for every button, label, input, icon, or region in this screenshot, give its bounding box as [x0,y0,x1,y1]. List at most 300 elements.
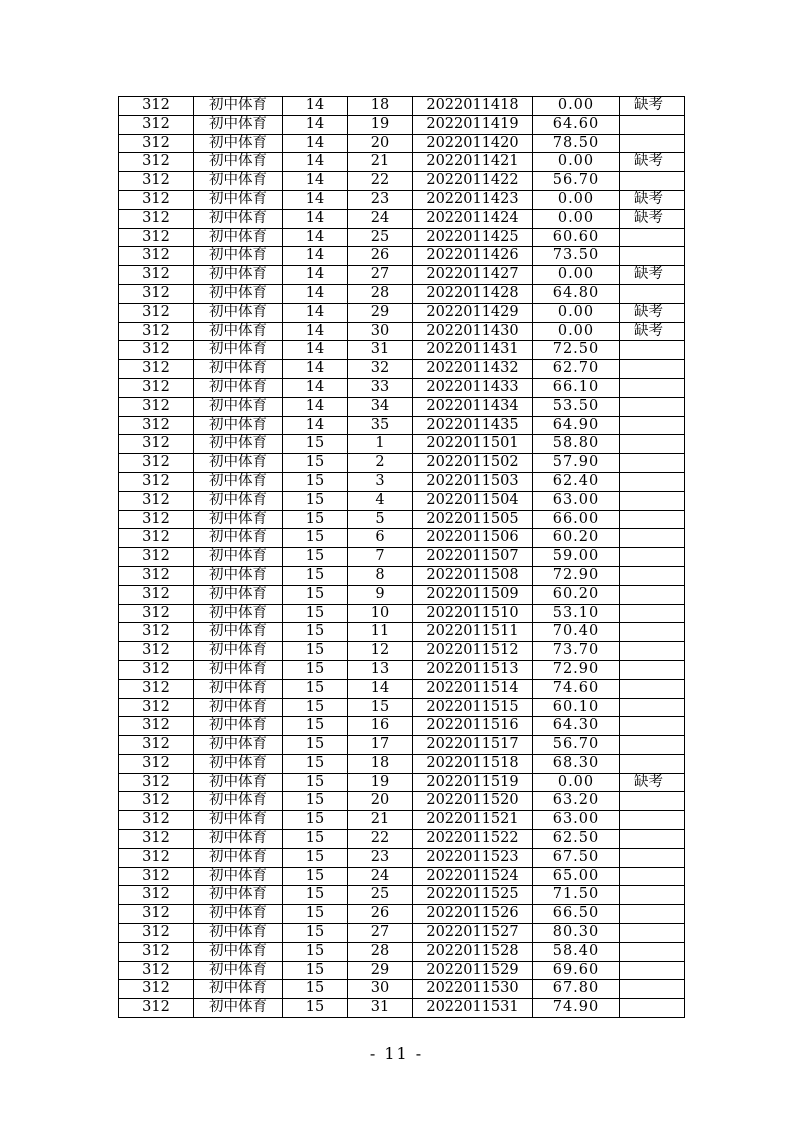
remark-cell [620,736,685,755]
remark-cell [620,999,685,1018]
room-cell: 15 [283,942,348,961]
room-cell: 14 [283,266,348,285]
position-code-cell: 312 [119,604,194,623]
table-row [119,266,685,285]
seat-cell: 21 [348,811,413,830]
subject-cell: 初中体育 [194,642,283,661]
seat-cell: 4 [348,491,413,510]
remark-cell: 缺考 [620,97,685,116]
position-code-cell: 312 [119,999,194,1018]
score-cell: 80.30 [533,924,620,943]
table-row [119,228,685,247]
table-row [119,97,685,116]
table-row [119,924,685,943]
exam-number-cell: 2022011519 [413,773,533,792]
score-cell: 62.50 [533,830,620,849]
table-row [119,190,685,209]
position-code-cell: 312 [119,736,194,755]
exam-number-cell: 2022011431 [413,341,533,360]
exam-number-cell: 2022011513 [413,660,533,679]
room-cell: 15 [283,472,348,491]
remark-cell [620,698,685,717]
remark-cell [620,491,685,510]
score-cell: 62.40 [533,472,620,491]
score-cell: 66.10 [533,378,620,397]
exam-number-cell: 2022011422 [413,172,533,191]
position-code-cell: 312 [119,341,194,360]
subject-cell: 初中体育 [194,97,283,116]
position-code-cell: 312 [119,397,194,416]
table-row [119,642,685,661]
exam-number-cell: 2022011515 [413,698,533,717]
score-cell: 72.90 [533,566,620,585]
table-row [119,284,685,303]
score-cell: 68.30 [533,754,620,773]
remark-cell [620,529,685,548]
subject-cell: 初中体育 [194,679,283,698]
subject-cell: 初中体育 [194,848,283,867]
room-cell: 14 [283,397,348,416]
position-code-cell: 312 [119,472,194,491]
subject-cell: 初中体育 [194,284,283,303]
remark-cell [620,247,685,266]
score-cell: 0.00 [533,266,620,285]
exam-number-cell: 2022011506 [413,529,533,548]
subject-cell: 初中体育 [194,472,283,491]
seat-cell: 1 [348,435,413,454]
remark-cell [620,754,685,773]
subject-cell: 初中体育 [194,397,283,416]
seat-cell: 29 [348,303,413,322]
seat-cell: 2 [348,454,413,473]
subject-cell: 初中体育 [194,942,283,961]
position-code-cell: 312 [119,905,194,924]
seat-cell: 24 [348,209,413,228]
remark-cell [620,961,685,980]
seat-cell: 27 [348,924,413,943]
seat-cell: 24 [348,867,413,886]
score-cell: 63.00 [533,491,620,510]
exam-number-cell: 2022011528 [413,942,533,961]
remark-cell [620,454,685,473]
remark-cell [620,623,685,642]
subject-cell: 初中体育 [194,510,283,529]
score-cell: 0.00 [533,190,620,209]
exam-number-cell: 2022011523 [413,848,533,867]
exam-number-cell: 2022011424 [413,209,533,228]
subject-cell: 初中体育 [194,754,283,773]
seat-cell: 15 [348,698,413,717]
exam-number-cell: 2022011421 [413,153,533,172]
table-row [119,830,685,849]
position-code-cell: 312 [119,378,194,397]
subject-cell: 初中体育 [194,491,283,510]
score-cell: 56.70 [533,172,620,191]
remark-cell [620,510,685,529]
subject-cell: 初中体育 [194,867,283,886]
table-row [119,303,685,322]
exam-number-cell: 2022011514 [413,679,533,698]
table-row [119,134,685,153]
table-row [119,247,685,266]
score-cell: 0.00 [533,773,620,792]
room-cell: 15 [283,961,348,980]
exam-number-cell: 2022011435 [413,416,533,435]
subject-cell: 初中体育 [194,585,283,604]
subject-cell: 初中体育 [194,416,283,435]
exam-number-cell: 2022011434 [413,397,533,416]
room-cell: 15 [283,830,348,849]
subject-cell: 初中体育 [194,792,283,811]
seat-cell: 27 [348,266,413,285]
table-row [119,397,685,416]
remark-cell [620,642,685,661]
table-row [119,115,685,134]
score-cell: 74.90 [533,999,620,1018]
table-row [119,623,685,642]
position-code-cell: 312 [119,115,194,134]
subject-cell: 初中体育 [194,454,283,473]
position-code-cell: 312 [119,454,194,473]
exam-number-cell: 2022011530 [413,980,533,999]
room-cell: 15 [283,886,348,905]
exam-number-cell: 2022011529 [413,961,533,980]
seat-cell: 21 [348,153,413,172]
table-row [119,378,685,397]
score-cell: 70.40 [533,623,620,642]
position-code-cell: 312 [119,134,194,153]
room-cell: 15 [283,454,348,473]
room-cell: 15 [283,435,348,454]
position-code-cell: 312 [119,924,194,943]
exam-number-cell: 2022011504 [413,491,533,510]
seat-cell: 25 [348,228,413,247]
score-cell: 66.00 [533,510,620,529]
subject-cell: 初中体育 [194,736,283,755]
remark-cell: 缺考 [620,303,685,322]
subject-cell: 初中体育 [194,566,283,585]
exam-number-cell: 2022011505 [413,510,533,529]
score-cell: 60.60 [533,228,620,247]
position-code-cell: 312 [119,284,194,303]
subject-cell: 初中体育 [194,830,283,849]
subject-cell: 初中体育 [194,623,283,642]
remark-cell [620,284,685,303]
subject-cell: 初中体育 [194,341,283,360]
room-cell: 15 [283,792,348,811]
remark-cell [620,604,685,623]
room-cell: 14 [283,341,348,360]
remark-cell [620,172,685,191]
seat-cell: 22 [348,830,413,849]
score-cell: 60.20 [533,585,620,604]
remark-cell [620,980,685,999]
room-cell: 15 [283,529,348,548]
seat-cell: 17 [348,736,413,755]
position-code-cell: 312 [119,209,194,228]
exam-number-cell: 2022011418 [413,97,533,116]
table-row [119,848,685,867]
room-cell: 14 [283,153,348,172]
subject-cell: 初中体育 [194,134,283,153]
remark-cell: 缺考 [620,153,685,172]
score-cell: 53.50 [533,397,620,416]
exam-number-cell: 2022011516 [413,717,533,736]
score-cell: 63.20 [533,792,620,811]
score-cell: 64.90 [533,416,620,435]
seat-cell: 3 [348,472,413,491]
room-cell: 15 [283,754,348,773]
table-row [119,529,685,548]
page-number: - 11 - [369,1044,424,1063]
score-cell: 64.60 [533,115,620,134]
seat-cell: 23 [348,848,413,867]
position-code-cell: 312 [119,717,194,736]
exam-number-cell: 2022011531 [413,999,533,1018]
table-row [119,905,685,924]
score-cell: 58.40 [533,942,620,961]
room-cell: 15 [283,548,348,567]
score-cell: 57.90 [533,454,620,473]
seat-cell: 26 [348,247,413,266]
subject-cell: 初中体育 [194,660,283,679]
subject-cell: 初中体育 [194,228,283,247]
subject-cell: 初中体育 [194,905,283,924]
score-table-body [119,97,685,1018]
room-cell: 14 [283,209,348,228]
position-code-cell: 312 [119,190,194,209]
exam-number-cell: 2022011525 [413,886,533,905]
table-row [119,886,685,905]
score-cell: 0.00 [533,303,620,322]
room-cell: 14 [283,134,348,153]
position-code-cell: 312 [119,491,194,510]
remark-cell: 缺考 [620,322,685,341]
seat-cell: 7 [348,548,413,567]
score-cell: 72.50 [533,341,620,360]
seat-cell: 28 [348,942,413,961]
remark-cell [620,585,685,604]
exam-number-cell: 2022011518 [413,754,533,773]
table-row [119,660,685,679]
remark-cell [620,867,685,886]
position-code-cell: 312 [119,961,194,980]
exam-number-cell: 2022011512 [413,642,533,661]
exam-number-cell: 2022011420 [413,134,533,153]
table-row [119,604,685,623]
subject-cell: 初中体育 [194,980,283,999]
subject-cell: 初中体育 [194,360,283,379]
remark-cell [620,397,685,416]
position-code-cell: 312 [119,811,194,830]
room-cell: 14 [283,228,348,247]
position-code-cell: 312 [119,548,194,567]
seat-cell: 8 [348,566,413,585]
table-row [119,736,685,755]
remark-cell [620,886,685,905]
room-cell: 15 [283,924,348,943]
seat-cell: 18 [348,97,413,116]
subject-cell: 初中体育 [194,604,283,623]
subject-cell: 初中体育 [194,378,283,397]
seat-cell: 31 [348,341,413,360]
remark-cell: 缺考 [620,190,685,209]
seat-cell: 18 [348,754,413,773]
position-code-cell: 312 [119,247,194,266]
remark-cell: 缺考 [620,773,685,792]
seat-cell: 30 [348,322,413,341]
exam-number-cell: 2022011427 [413,266,533,285]
remark-cell [620,660,685,679]
subject-cell: 初中体育 [194,115,283,134]
seat-cell: 22 [348,172,413,191]
room-cell: 15 [283,510,348,529]
remark-cell [620,679,685,698]
position-code-cell: 312 [119,228,194,247]
exam-number-cell: 2022011425 [413,228,533,247]
score-cell: 56.70 [533,736,620,755]
table-row [119,754,685,773]
room-cell: 14 [283,360,348,379]
remark-cell [620,134,685,153]
score-cell: 58.80 [533,435,620,454]
exam-number-cell: 2022011521 [413,811,533,830]
score-cell: 63.00 [533,811,620,830]
position-code-cell: 312 [119,754,194,773]
subject-cell: 初中体育 [194,548,283,567]
exam-number-cell: 2022011526 [413,905,533,924]
remark-cell [620,830,685,849]
exam-number-cell: 2022011419 [413,115,533,134]
room-cell: 14 [283,97,348,116]
remark-cell: 缺考 [620,209,685,228]
position-code-cell: 312 [119,322,194,341]
exam-number-cell: 2022011511 [413,623,533,642]
exam-number-cell: 2022011507 [413,548,533,567]
table-row [119,980,685,999]
table-row [119,360,685,379]
table-row [119,341,685,360]
score-cell: 64.80 [533,284,620,303]
score-cell: 66.50 [533,905,620,924]
score-cell: 67.80 [533,980,620,999]
seat-cell: 20 [348,134,413,153]
subject-cell: 初中体育 [194,172,283,191]
position-code-cell: 312 [119,566,194,585]
room-cell: 15 [283,679,348,698]
subject-cell: 初中体育 [194,999,283,1018]
seat-cell: 30 [348,980,413,999]
seat-cell: 19 [348,115,413,134]
score-cell: 59.00 [533,548,620,567]
seat-cell: 16 [348,717,413,736]
score-table [118,96,685,1018]
remark-cell [620,566,685,585]
room-cell: 15 [283,811,348,830]
score-cell: 71.50 [533,886,620,905]
table-row [119,209,685,228]
seat-cell: 33 [348,378,413,397]
score-cell: 64.30 [533,717,620,736]
remark-cell [620,115,685,134]
table-row [119,322,685,341]
remark-cell [620,360,685,379]
remark-cell [620,811,685,830]
table-row [119,585,685,604]
room-cell: 14 [283,378,348,397]
exam-number-cell: 2022011432 [413,360,533,379]
seat-cell: 28 [348,284,413,303]
exam-number-cell: 2022011524 [413,867,533,886]
room-cell: 15 [283,604,348,623]
position-code-cell: 312 [119,980,194,999]
seat-cell: 35 [348,416,413,435]
seat-cell: 25 [348,886,413,905]
exam-number-cell: 2022011503 [413,472,533,491]
table-row [119,454,685,473]
subject-cell: 初中体育 [194,529,283,548]
room-cell: 15 [283,773,348,792]
table-row [119,792,685,811]
remark-cell [620,228,685,247]
table-row [119,942,685,961]
seat-cell: 11 [348,623,413,642]
score-cell: 67.50 [533,848,620,867]
subject-cell: 初中体育 [194,247,283,266]
table-row [119,773,685,792]
position-code-cell: 312 [119,848,194,867]
room-cell: 15 [283,999,348,1018]
exam-number-cell: 2022011522 [413,830,533,849]
position-code-cell: 312 [119,416,194,435]
subject-cell: 初中体育 [194,303,283,322]
room-cell: 14 [283,190,348,209]
table-row [119,679,685,698]
seat-cell: 5 [348,510,413,529]
seat-cell: 32 [348,360,413,379]
score-cell: 62.70 [533,360,620,379]
position-code-cell: 312 [119,642,194,661]
position-code-cell: 312 [119,435,194,454]
position-code-cell: 312 [119,510,194,529]
position-code-cell: 312 [119,266,194,285]
room-cell: 15 [283,642,348,661]
table-row [119,867,685,886]
score-cell: 53.10 [533,604,620,623]
exam-number-cell: 2022011501 [413,435,533,454]
subject-cell: 初中体育 [194,266,283,285]
remark-cell [620,416,685,435]
subject-cell: 初中体育 [194,773,283,792]
exam-number-cell: 2022011527 [413,924,533,943]
position-code-cell: 312 [119,303,194,322]
remark-cell [620,341,685,360]
subject-cell: 初中体育 [194,698,283,717]
subject-cell: 初中体育 [194,886,283,905]
table-row [119,717,685,736]
position-code-cell: 312 [119,172,194,191]
table-row [119,172,685,191]
score-cell: 0.00 [533,153,620,172]
position-code-cell: 312 [119,942,194,961]
score-cell: 0.00 [533,97,620,116]
room-cell: 15 [283,736,348,755]
room-cell: 14 [283,322,348,341]
room-cell: 14 [283,115,348,134]
subject-cell: 初中体育 [194,153,283,172]
exam-number-cell: 2022011520 [413,792,533,811]
score-cell: 73.50 [533,247,620,266]
